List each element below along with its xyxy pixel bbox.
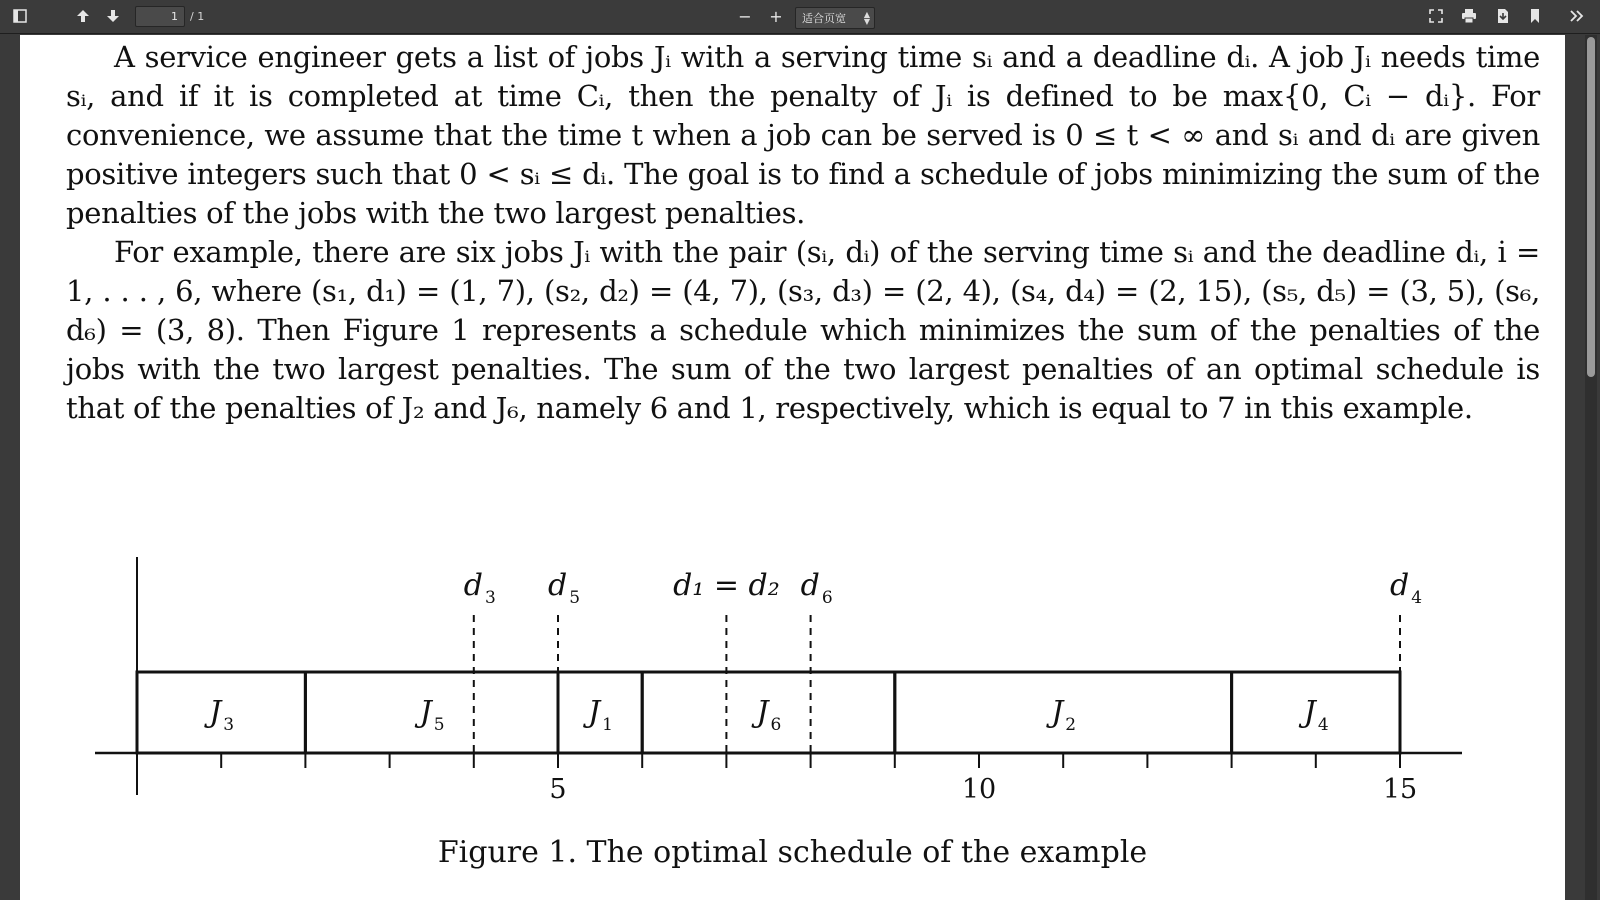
job-label-1: J $_1$ — [588, 695, 613, 735]
download-icon[interactable] — [1492, 4, 1514, 28]
vertical-scrollbar[interactable] — [1585, 35, 1597, 900]
deadline-label: d $_3$ — [463, 568, 496, 608]
bookmark-icon[interactable] — [1525, 4, 1545, 28]
paragraph-1: A service engineer gets a list of jobs Jᵢ with a serving time sᵢ and a deadline dᵢ. A job Jᵢ needs time sᵢ, and if it is completed at time Cᵢ, then the penalty of Jᵢ is defined to be max{0, Cᵢ − dᵢ}. For convenience, we assume that the time t when a job can be served is 0 ≤ t < ∞ and sᵢ and dᵢ are given positive integers such that 0 < sᵢ ≤ dᵢ. The goal is to find a schedule of jobs minimizing the sum of the penalties of the jobs with the two largest penalties. — [66, 40, 1540, 230]
job-label-5: J $_5$ — [419, 695, 445, 735]
page-number-input[interactable] — [135, 6, 185, 27]
tick-label: 5 — [549, 774, 567, 805]
deadline-label: d $_4$ — [1390, 568, 1423, 608]
chevron-updown-icon: ▲ ▼ — [863, 10, 870, 26]
document-viewer[interactable] — [0, 35, 1600, 900]
zoom-select[interactable] — [795, 7, 875, 29]
schedule-figure — [20, 515, 1565, 895]
job-label-4: J $_4$ — [1303, 695, 1329, 735]
print-icon[interactable] — [1458, 4, 1480, 28]
figure-caption: Figure 1. The optimal schedule of the example — [437, 835, 1148, 870]
job-label-3: J $_3$ — [209, 695, 235, 735]
previous-page-icon[interactable] — [72, 4, 94, 28]
zoom-in-button[interactable]: + — [769, 6, 783, 26]
deadline-label: d $_6$ — [800, 568, 833, 608]
zoom-select-value: 适合页宽 — [802, 12, 846, 25]
deadline-label: d₁ = d₂ — [673, 568, 780, 603]
scrollbar-thumb[interactable] — [1587, 37, 1595, 377]
sidebar-toggle-icon[interactable] — [8, 4, 32, 28]
tick-label: 10 — [961, 774, 997, 805]
job-label-2: J $_2$ — [1051, 695, 1077, 735]
schedule-diagram — [20, 515, 1565, 835]
pdf-page — [20, 35, 1565, 900]
job-label-6: J $_6$ — [756, 695, 782, 735]
presentation-mode-icon[interactable] — [1425, 4, 1447, 28]
tick-label: 15 — [1382, 774, 1418, 805]
deadline-label: d $_5$ — [548, 568, 581, 608]
zoom-out-button[interactable]: − — [738, 6, 752, 26]
pdf-toolbar — [0, 0, 1600, 34]
next-page-icon[interactable] — [102, 4, 124, 28]
page-total-label: / 1 — [190, 10, 205, 23]
tools-icon[interactable] — [1565, 4, 1589, 28]
paragraph-2: For example, there are six jobs Jᵢ with the pair (sᵢ, dᵢ) of the serving time sᵢ and the deadline dᵢ, i = 1, . . . , 6, where (s₁, d₁) = (1, 7), (s₂, d₂) = (4, 7), (s₃, d₃) = (2, 4), (s₄, d₄) = (2, 15), (s₅, d₅) = (3, 5), (s₆, d₆) = (3, 8). Then Figure 1 represents a schedule which minimizes the sum of the penalties of the jobs with the two largest penalties. The sum of the two largest penalties of an optimal schedule is that of the penalties of J₂ and J₆, namely 6 and 1, respectively, which is equal to 7 in this example. — [66, 235, 1540, 425]
